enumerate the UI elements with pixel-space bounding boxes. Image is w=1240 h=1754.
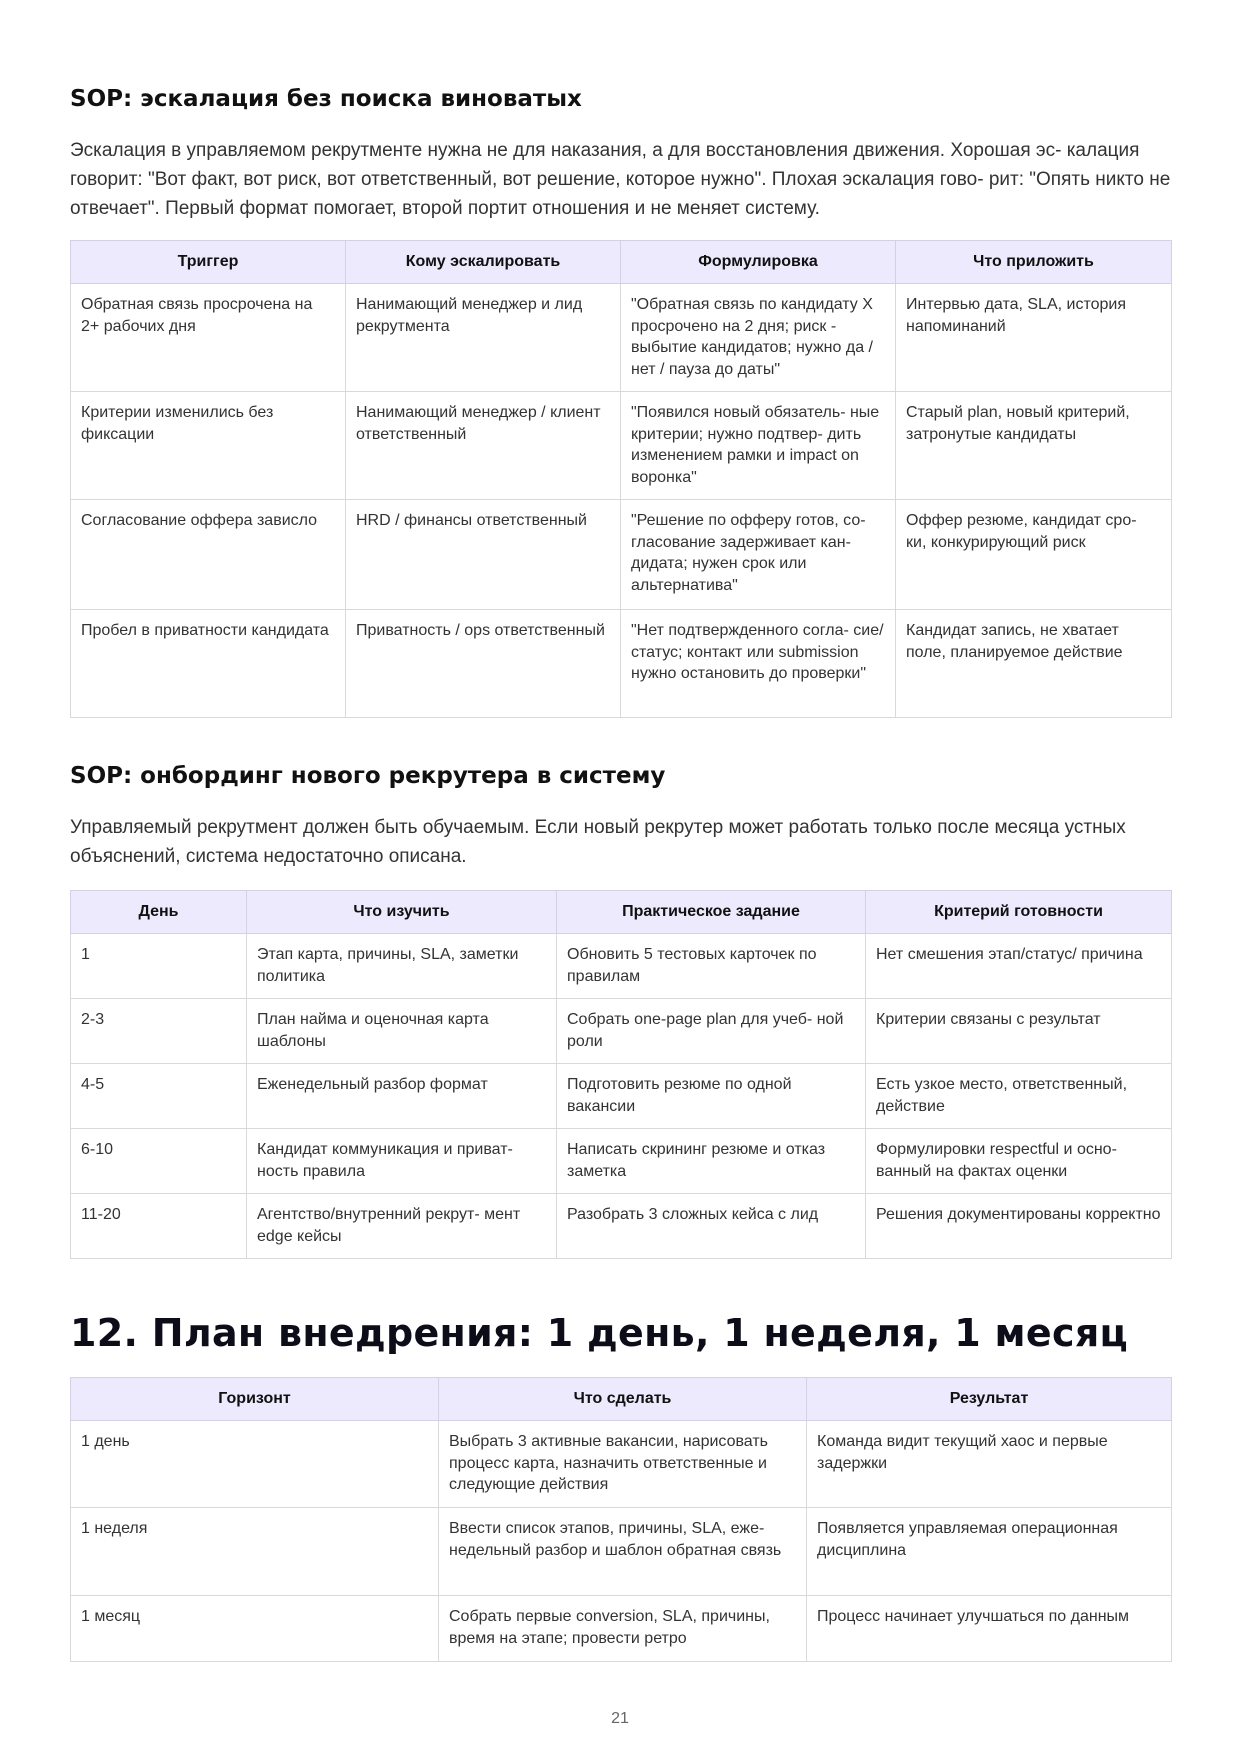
page-number: 21 bbox=[611, 1710, 629, 1727]
onboarding-lead-paragraph: Управляемый рекрутмент должен быть обучаемым. Если новый рекрутер может работать только после месяца устных объяснений, система недостаточно описана. bbox=[70, 817, 1126, 867]
table-header-row bbox=[71, 891, 1172, 934]
table-cell: Кандидат запись, не хватает поле, планируемое действие bbox=[896, 610, 1172, 718]
table-row bbox=[71, 284, 1172, 392]
column-header: Результат bbox=[807, 1378, 1172, 1421]
table-cell: Обратная связь просрочена на 2+ рабочих дня bbox=[71, 284, 346, 392]
escalation-lead-paragraph: Эскалация в управляемом рекрутменте нужна не для наказания, а для восстановления движения. Хорошая эс- калация говорит: "Вот факт, вот риск, вот ответственный, вот решение, которое нужно". Плохая эскалация гово- рит: "Опять никто не отвечает". Первый формат помогает, второй портит отношения и не меняет систему. bbox=[70, 140, 1171, 219]
implementation-plan-table bbox=[70, 1377, 1172, 1662]
table-header-row bbox=[71, 1378, 1172, 1421]
column-header: Критерий готовности bbox=[866, 891, 1172, 934]
table-cell: Формулировки respectful и осно- ванный на фактах оценки bbox=[866, 1129, 1172, 1194]
table-header-row bbox=[71, 241, 1172, 284]
table-cell: Собрать one-page plan для учеб- ной роли bbox=[557, 999, 866, 1064]
table-cell: Процесс начинает улучшаться по данным bbox=[807, 1596, 1172, 1662]
table-cell: Нанимающий менеджер / клиент ответственный bbox=[346, 392, 621, 500]
column-header: Что сделать bbox=[439, 1378, 807, 1421]
table-cell: Пробел в приватности кандидата bbox=[71, 610, 346, 718]
table-cell: "Обратная связь по кандидату X просрочено на 2 дня; риск - выбытие кандидатов; нужно да / нет / пауза до даты" bbox=[621, 284, 896, 392]
onboarding-section-title: SOP: онбординг нового рекрутера в систему bbox=[70, 763, 666, 789]
table-cell: Выбрать 3 активные вакансии, нарисовать процесс карта, назначить ответственные и следующие действия bbox=[439, 1421, 807, 1508]
table-cell: Нет смешения этап/статус/ причина bbox=[866, 934, 1172, 999]
table-cell: "Нет подтвержденного согла- сие/статус; контакт или submission нужно остановить до проверки" bbox=[621, 610, 896, 718]
table-row bbox=[71, 1421, 1172, 1508]
escalation-table bbox=[70, 240, 1172, 718]
table-cell: 1 bbox=[71, 934, 247, 999]
table-cell: Собрать первые conversion, SLA, причины, время на этапе; провести ретро bbox=[439, 1596, 807, 1662]
column-header: День bbox=[71, 891, 247, 934]
table-cell: Обновить 5 тестовых карточек по правилам bbox=[557, 934, 866, 999]
table-cell: Подготовить резюме по одной вакансии bbox=[557, 1064, 866, 1129]
column-header: Горизонт bbox=[71, 1378, 439, 1421]
table-cell: Этап карта, причины, SLA, заметки политика bbox=[247, 934, 557, 999]
table-cell: Есть узкое место, ответственный, действие bbox=[866, 1064, 1172, 1129]
table-row bbox=[71, 1508, 1172, 1596]
table-cell: Еженедельный разбор формат bbox=[247, 1064, 557, 1129]
table-cell: 6-10 bbox=[71, 1129, 247, 1194]
table-cell: Разобрать 3 сложных кейса с лид bbox=[557, 1194, 866, 1259]
column-header: Триггер bbox=[71, 241, 346, 284]
table-row bbox=[71, 610, 1172, 718]
table-cell: 1 неделя bbox=[71, 1508, 439, 1596]
table-cell: Решения документированы корректно bbox=[866, 1194, 1172, 1259]
table-cell: "Появился новый обязатель- ные критерии; нужно подтвер- дить изменением рамки и impact on воронка" bbox=[621, 392, 896, 500]
table-row bbox=[71, 1064, 1172, 1129]
table-cell: 1 месяц bbox=[71, 1596, 439, 1662]
table-cell: Критерии изменились без фиксации bbox=[71, 392, 346, 500]
table-cell: Кандидат коммуникация и приват- ность правила bbox=[247, 1129, 557, 1194]
escalation-section-title: SOP: эскалация без поиска виноватых bbox=[70, 86, 582, 112]
table-cell: Появляется управляемая операционная дисциплина bbox=[807, 1508, 1172, 1596]
table-cell: 11-20 bbox=[71, 1194, 247, 1259]
table-cell: Оффер резюме, кандидат сро- ки, конкурирующий риск bbox=[896, 500, 1172, 610]
column-header: Кому эскалировать bbox=[346, 241, 621, 284]
table-cell: Приватность / ops ответственный bbox=[346, 610, 621, 718]
table-cell: Агентство/внутренний рекрут- мент edge кейсы bbox=[247, 1194, 557, 1259]
table-cell: 4-5 bbox=[71, 1064, 247, 1129]
table-cell: Нанимающий менеджер и лид рекрутмента bbox=[346, 284, 621, 392]
column-header: Что приложить bbox=[896, 241, 1172, 284]
table-row bbox=[71, 1129, 1172, 1194]
column-header: Практическое задание bbox=[557, 891, 866, 934]
table-cell: Интервью дата, SLA, история напоминаний bbox=[896, 284, 1172, 392]
table-cell: План найма и оценочная карта шаблоны bbox=[247, 999, 557, 1064]
table-cell: 1 день bbox=[71, 1421, 439, 1508]
table-row bbox=[71, 999, 1172, 1064]
table-row bbox=[71, 934, 1172, 999]
table-cell: 2-3 bbox=[71, 999, 247, 1064]
column-header: Формулировка bbox=[621, 241, 896, 284]
onboarding-table bbox=[70, 890, 1172, 1259]
table-row bbox=[71, 1194, 1172, 1259]
table-row bbox=[71, 1596, 1172, 1662]
table-cell: Написать скрининг резюме и отказ заметка bbox=[557, 1129, 866, 1194]
table-cell: Команда видит текущий хаос и первые задержки bbox=[807, 1421, 1172, 1508]
table-cell: Старый plan, новый критерий, затронутые кандидаты bbox=[896, 392, 1172, 500]
table-cell: Ввести список этапов, причины, SLA, еже- недельный разбор и шаблон обратная связь bbox=[439, 1508, 807, 1596]
table-row bbox=[71, 392, 1172, 500]
table-cell: HRD / финансы ответственный bbox=[346, 500, 621, 610]
table-cell: Критерии связаны с результат bbox=[866, 999, 1172, 1064]
table-cell: Согласование оффера зависло bbox=[71, 500, 346, 610]
table-cell: "Решение по офферу готов, со- гласование задерживает кан- дидата; нужен срок или альтернатива" bbox=[621, 500, 896, 610]
table-row bbox=[71, 500, 1172, 610]
implementation-plan-heading: 12. План внедрения: 1 день, 1 неделя, 1 месяц bbox=[70, 1311, 1128, 1355]
column-header: Что изучить bbox=[247, 891, 557, 934]
